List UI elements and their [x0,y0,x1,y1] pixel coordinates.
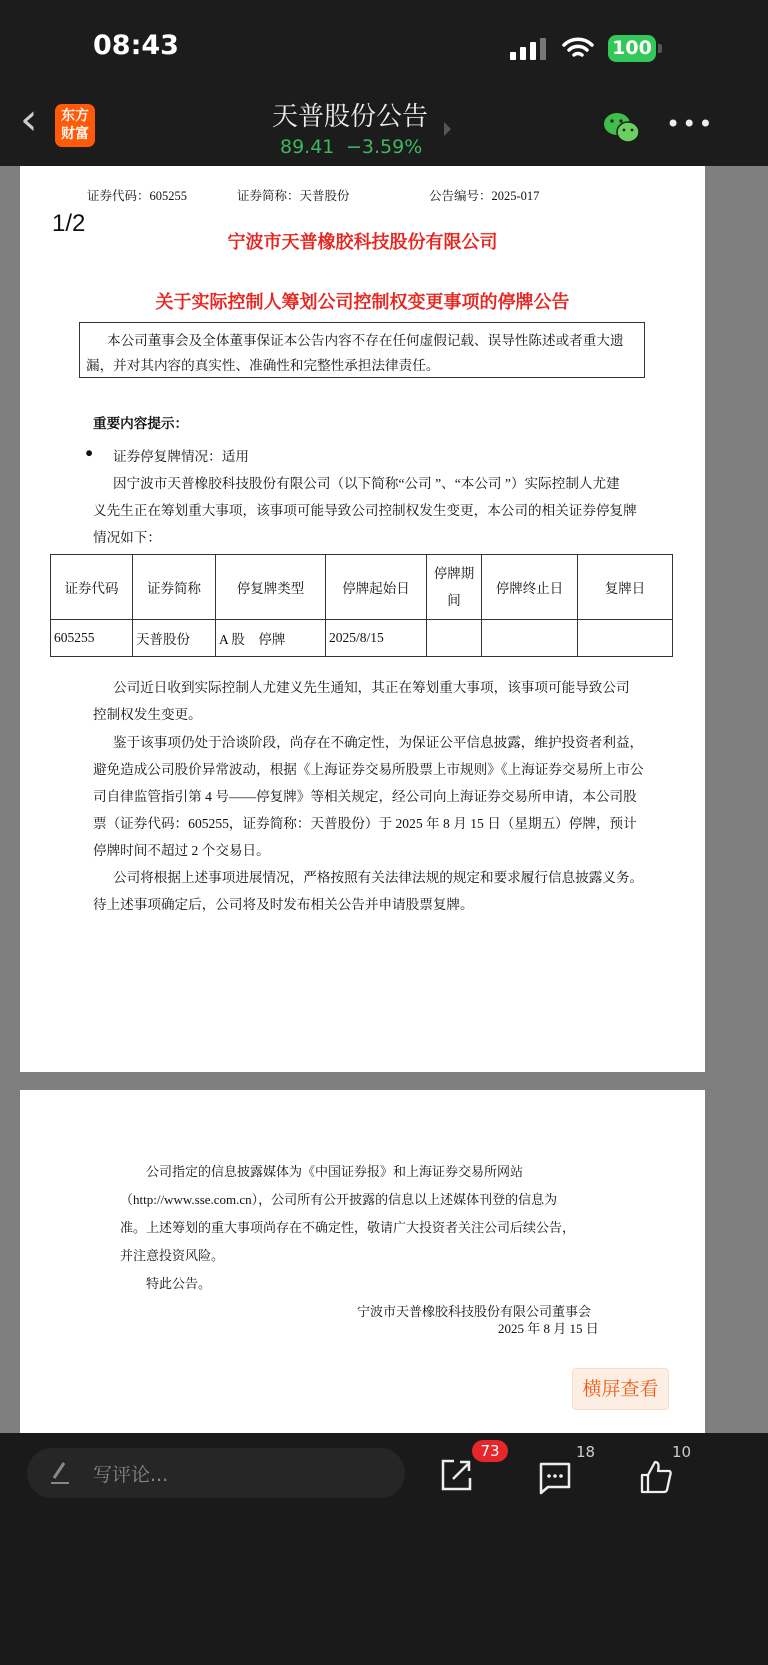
table-header-row [51,555,673,620]
document-page-1 [20,166,705,1072]
signal-icon [510,38,548,60]
paragraph-line: 司自律监管指引第 4 号——停复牌》等相关规定，经公司向上海证券交易所申请，本公司股 [93,789,637,804]
page-title: 天普股份公告 [271,102,428,132]
paragraph-line: 鉴于该事项仍处于洽谈阶段，尚存在不确定性，为保证公平信息披露，维护投资者利益， [113,735,644,750]
comment-placeholder: 写评论... [93,1464,169,1486]
paragraph-line: 避免造成公司股价异常波动，根据《上海证券交易所股票上市规则》《上海证券交易所上市公 [93,762,644,777]
table-cell [427,620,482,657]
paragraph-line: 公司近日收到实际控制人尤建义先生通知，其正在筹划重大事项，该事项可能导致公司 [113,680,630,695]
closing-text: 特此公告。 [146,1276,212,1291]
table-header: 停牌终止日 [482,555,578,620]
meta-code: 证券代码：605255 [87,189,188,203]
wifi-icon [562,36,594,60]
signature: 宁波市天普橡胶科技股份有限公司董事会 [357,1304,592,1319]
stock-price: 89.41 [280,136,335,158]
comment-input[interactable] [27,1448,405,1498]
paragraph-line: 控制权发生变更。 [93,707,202,722]
nav-header [0,80,768,166]
signature-date: 2025 年 8 月 15 日 [498,1321,599,1336]
wechat-icon[interactable] [603,111,641,145]
table-header: 证券代码 [51,555,133,620]
disclaimer-line: 本公司董事会及全体董事保证本公告内容不存在任何虚假记载、误导性陈述或者重大遗 [107,333,624,348]
stock-change: −3.59% [346,136,423,158]
logo-text: 东方 [61,108,89,124]
company-name: 宁波市天普橡胶科技股份有限公司 [227,232,498,253]
table-cell: 605255 [51,620,133,657]
paragraph-line: 停牌时间不超过 2 个交易日。 [93,843,270,858]
like-icon[interactable] [639,1459,673,1495]
bullet-icon: ● [85,445,94,460]
table-header: 证券简称 [133,555,216,620]
meta-short-name: 证券简称：天普股份 [237,189,350,203]
paragraph-line: 准。上述筹划的重大事项尚存在不确定性，敬请广大投资者关注公司后续公告， [120,1220,576,1235]
caret-right-icon[interactable] [444,122,451,136]
table-header: 复牌日 [578,555,673,620]
pencil-icon [49,1461,71,1485]
paragraph-line: （http://www.sse.com.cn），公司所有公开披露的信息以上述媒体刊登的信息为 [120,1192,558,1207]
comment-icon[interactable] [538,1461,572,1495]
logo-text: 财富 [61,126,89,142]
disclaimer-box [79,322,645,378]
meta-number: 公告编号：2025-017 [429,189,540,203]
table-cell [578,620,673,657]
like-count: 10 [672,1443,692,1461]
suspension-table [50,554,673,657]
more-options-icon[interactable]: ••• [666,110,715,138]
comment-count: 18 [576,1443,596,1461]
table-cell [482,620,578,657]
paragraph-line: 并注意投资风险。 [120,1248,225,1263]
share-icon[interactable] [440,1458,472,1492]
intro-line: 情况如下： [93,530,161,545]
share-count-badge: 73 [472,1440,508,1462]
back-button[interactable]: ‹ [20,94,38,145]
table-cell: 天普股份 [133,620,216,657]
intro-line: 因宁波市天普橡胶科技股份有限公司（以下简称“公司 ”、“本公司 ”）实际控制人尤建 [113,476,620,491]
bullet-text: 证券停复牌情况：适用 [113,449,249,464]
table-cell: 2025/8/15 [326,620,427,657]
status-bar [0,0,768,80]
paragraph-line: 公司将根据上述事项进展情况，严格按照有关法律法规的规定和要求履行信息披露义务。 [113,870,644,885]
battery-tip [658,44,662,53]
notice-heading: 重要内容提示： [93,416,189,431]
table-row [51,620,673,657]
battery-indicator: 100 [608,35,656,62]
page-indicator: 1/2 [52,210,86,237]
paragraph-line: 票（证券代码：605255，证券简称：天普股份）于 2025 年 8 月 15 日（星期五）停牌，预计 [93,816,637,831]
bottom-bar [0,1433,768,1665]
announcement-title: 关于实际控制人筹划公司控制权变更事项的停牌公告 [155,292,570,313]
paragraph-line: 待上述事项确定后，公司将及时发布相关公告并申请股票复牌。 [93,897,474,912]
table-header: 停牌起始日 [326,555,427,620]
table-cell: A 股 停牌 [216,620,326,657]
landscape-view-button[interactable]: 横屏查看 [572,1368,669,1410]
table-header: 停复牌类型 [216,555,326,620]
intro-line: 义先生正在筹划重大事项，该事项可能导致公司控制权发生变更，本公司的相关证券停复牌 [93,503,637,518]
clock: 08:43 [93,30,179,61]
document-page-2 [20,1090,705,1433]
paragraph-line: 公司指定的信息披露媒体为《中国证券报》和上海证券交易所网站 [146,1164,524,1179]
table-header: 停牌期间 [427,555,482,620]
disclaimer-line: 漏，并对其内容的真实性、准确性和完整性承担法律责任。 [86,358,440,373]
